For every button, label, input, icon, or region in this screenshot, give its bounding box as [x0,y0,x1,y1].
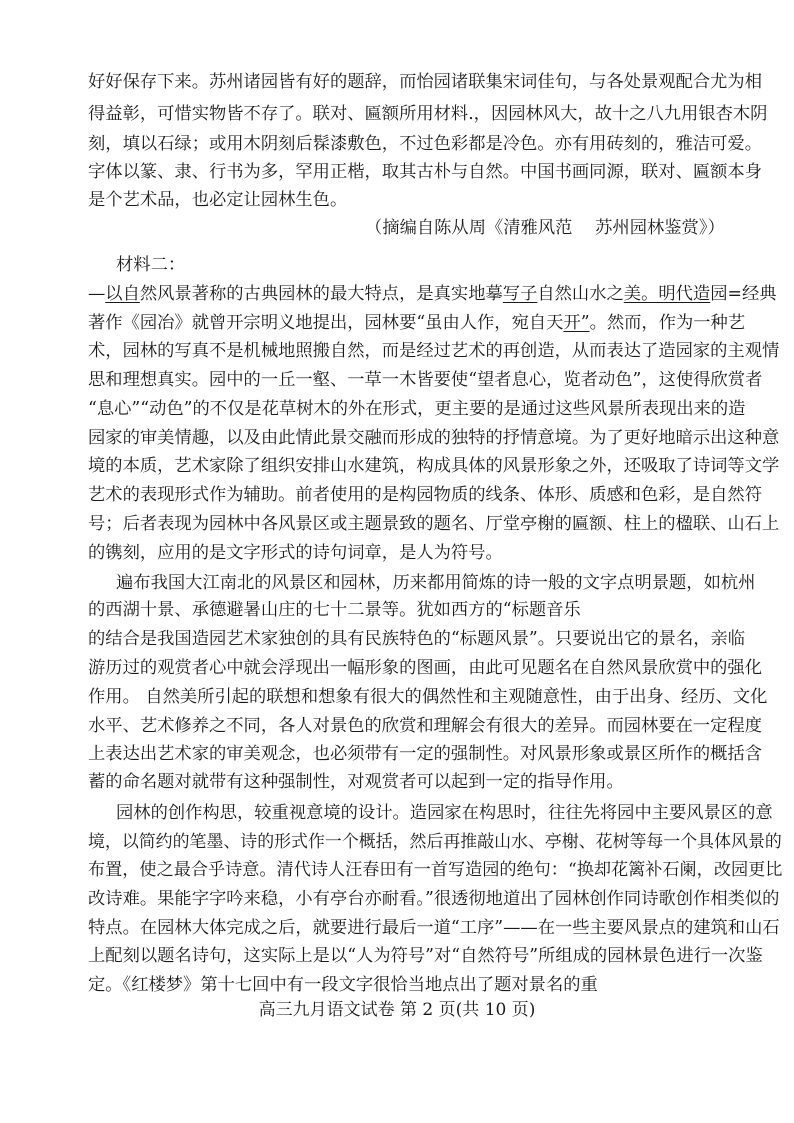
paragraph-line: 号；后者表现为园林中各风景区或主题景致的题名、厅堂亭榭的匾额、柱上的楹联、山石上 [88,514,780,534]
paragraph-line: 水平、艺术修养之不同，各人对景色的欣赏和理解会有很大的差异。而园林要在一定程度 [88,716,762,736]
paragraph-line: 特点。在园林大体完成之后，就要进行最后一道“工序”——在一些主要风景点的建筑和山石 [88,918,780,938]
source-citation: （摘编自陈从周《清雅风范 苏州园林鉴赏》） [365,218,725,238]
paragraph-line: 字体以篆、隶、行书为多，罕用正楷，取其古朴与自然。中国书画同源，联对、匾额本身 [88,162,762,182]
paragraph-line: 改诗难。果能字字吟来稳，小有亭台亦耐看。”很透彻地道出了园林创作同诗歌创作相类似的 [88,889,780,909]
underlined-text: 写子 [502,284,538,304]
paragraph-line: “息心”“动色”的不仅是花草树木的外在形式，更主要的是通过这些风景所表现出来的造 [88,399,746,419]
material-heading: 材料二： [116,255,186,275]
paragraph-line: 游历过的观赏者心中就会浮现出一幅形象的图画，由此可见题名在自然风景欣赏中的强化 [88,658,762,678]
paragraph-line: 思和理想真实。园中的一丘一壑、一草一木皆要使“望者息心，览者动色”，这使得欣赏者 [88,370,763,390]
paragraph-line: 境的本质，艺术家除了组织安排山水建筑，构成具体的风景形象之外，还吸取了诗词等文学 [88,456,780,476]
paragraph-line: 的西湖十景、承德避暑山庄的七十二景等。犹如西方的“标题音乐 [88,600,581,620]
paragraph-line: 蓄的命名题对就带有这种强制性，对观赏者可以起到一定的指导作用。 [88,772,624,792]
paragraph-line: 艺术的表现形式作为辅助。前者使用的是构园物质的线条、体形、质感和色彩，是自然符 [88,485,762,505]
paragraph-line: 定。《红楼梦》第十七回中有一段文字很恰当地点出了题对景名的重 [88,975,598,995]
paragraph-line [88,281,777,307]
paragraph-line: 园家的审美情趣，以及由此情此景交融而形成的独特的抒情意境。为了更好地暗示出这种意 [88,428,780,448]
text-fragment: 然风景著称的古典园林的最大特点，是真实地摹 [139,284,503,304]
text-fragment: 。然而，作为一种艺 [589,313,746,333]
text-fragment: — [88,284,106,304]
paragraph-line: 园林的创作构思，较重视意境的设计。造园家在构思时，往往先将园中主要风景区的意 [116,803,773,823]
underlined-text: 开” [563,313,590,333]
paragraph-line: 遍布我国大江南北的风景区和园林，历来都用简炼的诗一般的文字点明景题，如杭州 [116,573,756,593]
text-fragment: 著作《园冶》就曾开宗明义地提出，园林要“虽由人作，宛自天 [88,313,564,333]
paragraph-line: 术，园林的写真不是机械地照搬自然，而是经过艺术的再创造，从而表达了造园家的主观情 [88,341,780,361]
paragraph-line: 上表达出艺术家的审美观念，也必须带有一定的强制性。对风景形象或景区所作的概括含 [88,744,762,764]
underlined-text: 以自 [105,284,140,304]
text-fragment: 自然山水之 [537,284,624,304]
paragraph-line [88,310,745,336]
text-fragment: 园=经典 [710,284,777,304]
underlined-text: 美。明代造 [623,284,711,304]
paragraph-line: 的镌刻，应用的是文字形式的诗句词章，是人为符号。 [88,543,503,563]
paragraph-line: 上配刻以题名诗句，这实际上是以“人为符号”对“自然符号”所组成的园林景色进行一次鉴 [88,946,763,966]
paragraph-line: 得益彰，可惜实物皆不存了。联对、匾额所用材料.，因园林风大，故十之八九用银杏木阴 [88,104,768,124]
page-footer: 高三九月语文试卷 第 2 页(共 10 页) [258,1000,536,1020]
paragraph-line: 好好保存下来。苏州诸园皆有好的题辞，而怡园诸联集宋词佳句，与各处景观配合尤为相 [88,72,762,92]
paragraph-line: 刻，填以石绿；或用木阴刻后髹漆敷色，不过色彩都是冷色。亦有用砖刻的，雅洁可爱。 [88,134,762,154]
paragraph-line: 境，以简约的笔墨、诗的形式作一个概括，然后再推敲山水、亭榭、花树等每一个具体风景的 [88,831,782,851]
paragraph-line: 的结合是我国造园艺术家独创的具有民族特色的“标题风景”。只要说出它的景名，亲临 [88,629,746,649]
paragraph-line: 布置，使之最合乎诗意。清代诗人汪春田有一首写造园的绝句：“换却花篱补石阑，改园更比 [88,860,783,880]
paragraph-line: 作用。 自然美所引起的联想和想象有很大的偶然性和主观随意性，由于出身、经历、文化 [88,687,768,707]
paragraph-line: 是个艺术品，也必定让园林生色。 [88,190,348,210]
